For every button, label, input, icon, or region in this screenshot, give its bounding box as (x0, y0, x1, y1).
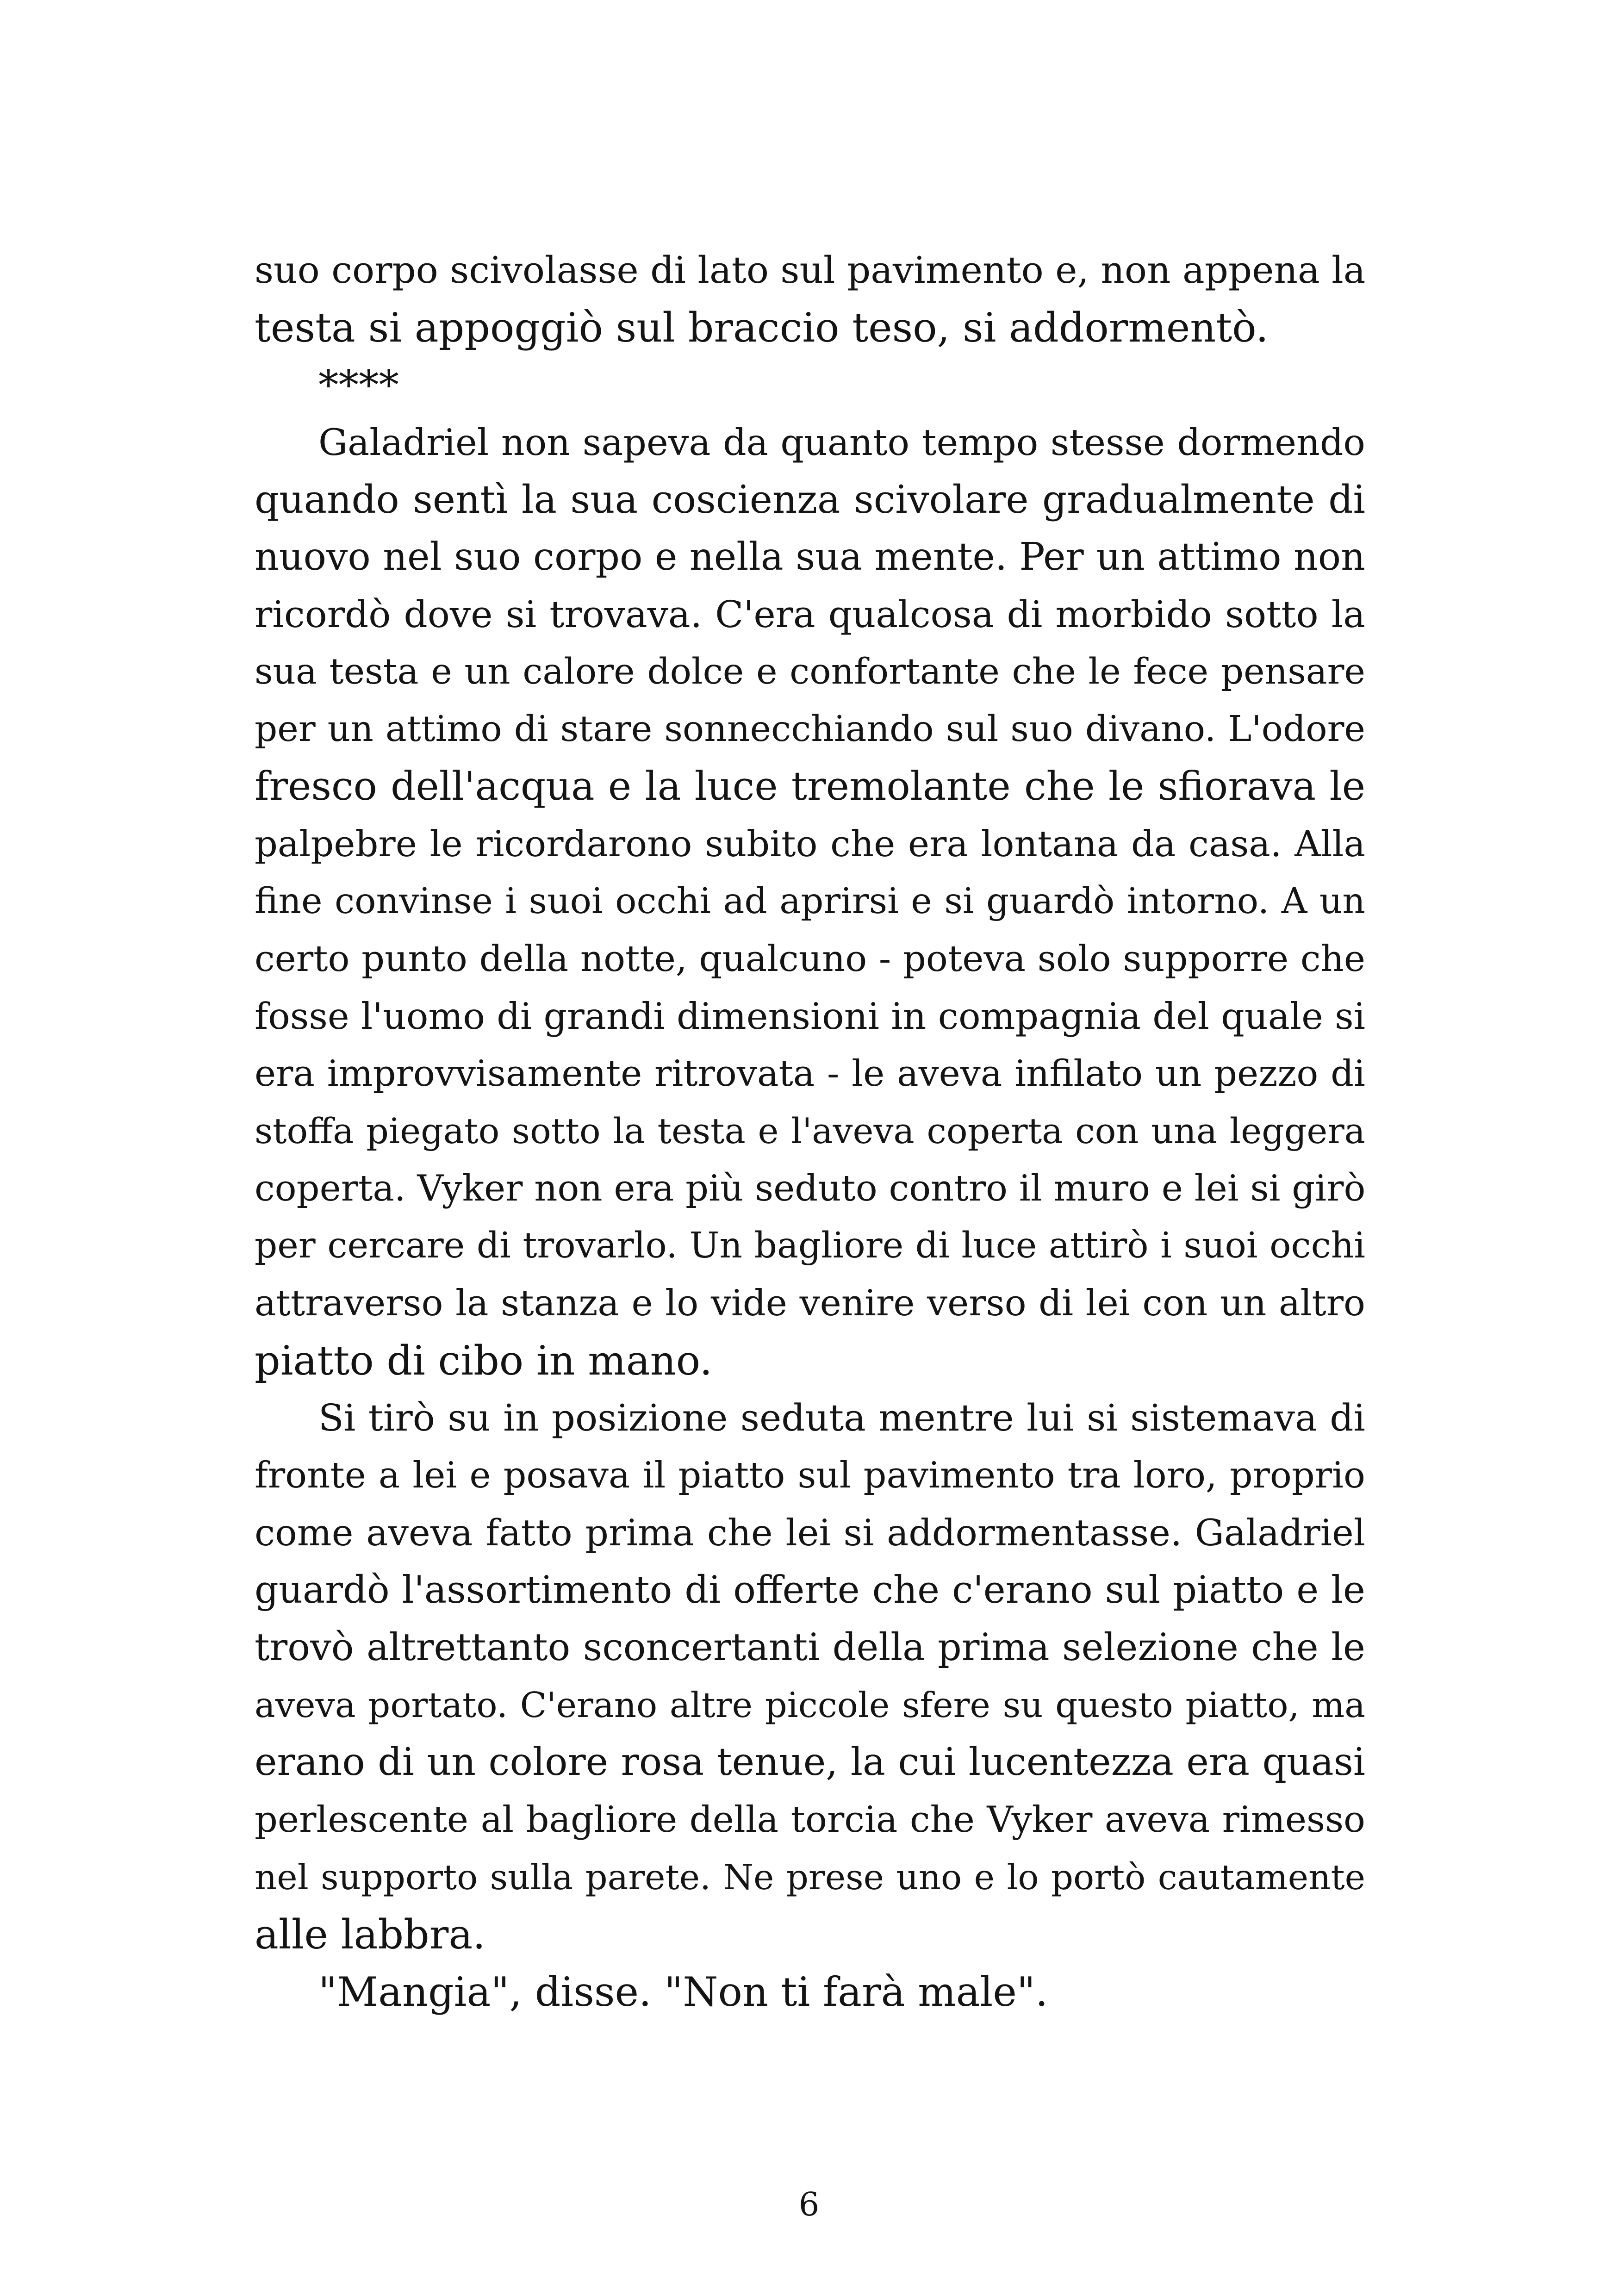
text-line: Si tirò su in posizione seduta mentre lui si sistemava di (318, 1396, 1365, 1439)
text-line: fresco dell'acqua e la luce tremolante che le sfiorava le (255, 764, 1365, 809)
text-line: trovò altrettanto sconcertanti della prima selezione che le (255, 1626, 1365, 1669)
text-line: per cercare di trovarlo. Un bagliore di luce attirò i suoi occhi (255, 1225, 1365, 1266)
text-line: suo corpo scivolasse di lato sul pavimento e, non appena la (255, 249, 1366, 292)
text-line: come aveva fatto prima che lei si addormentasse. Galadriel (255, 1512, 1365, 1554)
text-line: fosse l'uomo di grandi dimensioni in compagnia del quale si (255, 995, 1365, 1038)
text-line: fronte a lei e posava il piatto sul pavimento tra loro, proprio (255, 1455, 1365, 1496)
text-line: attraverso la stanza e lo vide venire verso di lei con un altro (255, 1282, 1365, 1324)
text-line: piatto di cibo in mano. (255, 1337, 713, 1384)
text-line: "Mangia", disse. "Non ti farà male". (318, 1968, 1048, 2016)
text-line: perlescente al bagliore della torcia che Vyker aveva rimesso (255, 1799, 1365, 1841)
text-line: nuovo nel suo corpo e nella sua mente. Per un attimo non (255, 535, 1365, 579)
text-line: testa si appoggiò sul braccio teso, si addormentò. (255, 304, 1269, 351)
page-number: 6 (798, 2185, 820, 2223)
text-line: aveva portato. C'erano altre piccole sfere su questo piatto, ma (255, 1685, 1365, 1725)
text-line: stoffa piegato sotto la testa e l'aveva coperta con una leggera (255, 1110, 1365, 1151)
text-line: quando sentì la sua coscienza scivolare gradualmente di (255, 477, 1365, 522)
text-line: alle labbra. (255, 1911, 485, 1958)
text-line: ricordò dove si trovava. C'era qualcosa di morbido sotto la (255, 593, 1365, 636)
text-line: coperta. Vyker non era più seduto contro il muro e lei si girò (255, 1168, 1366, 1209)
text-line: per un attimo di stare sonnecchiando sul suo divano. L'odore (255, 709, 1365, 750)
text-line: sua testa e un calore dolce e confortante che le fece pensare (255, 651, 1365, 692)
text-line: erano di un colore rosa tenue, la cui lucentezza era quasi (255, 1740, 1365, 1784)
text-line: **** (318, 361, 399, 409)
text-line: fine convinse i suoi occhi ad aprirsi e si guardò intorno. A un (255, 881, 1365, 922)
text-line: nel supporto sulla parete. Ne prese uno e lo portò cautamente (255, 1857, 1365, 1898)
text-line: guardò l'assortimento di offerte che c'erano sul piatto e le (255, 1568, 1365, 1612)
text-line: palpebre le ricordarono subito che era lontana da casa. Alla (255, 823, 1365, 865)
text-line: era improvvisamente ritrovata - le aveva infilato un pezzo di (255, 1053, 1365, 1095)
text-line: certo punto della notte, qualcuno - poteva solo supporre che (255, 938, 1365, 980)
body-text (255, 242, 1365, 2021)
text-line: Galadriel non sapeva da quanto tempo stesse dormendo (318, 421, 1365, 464)
